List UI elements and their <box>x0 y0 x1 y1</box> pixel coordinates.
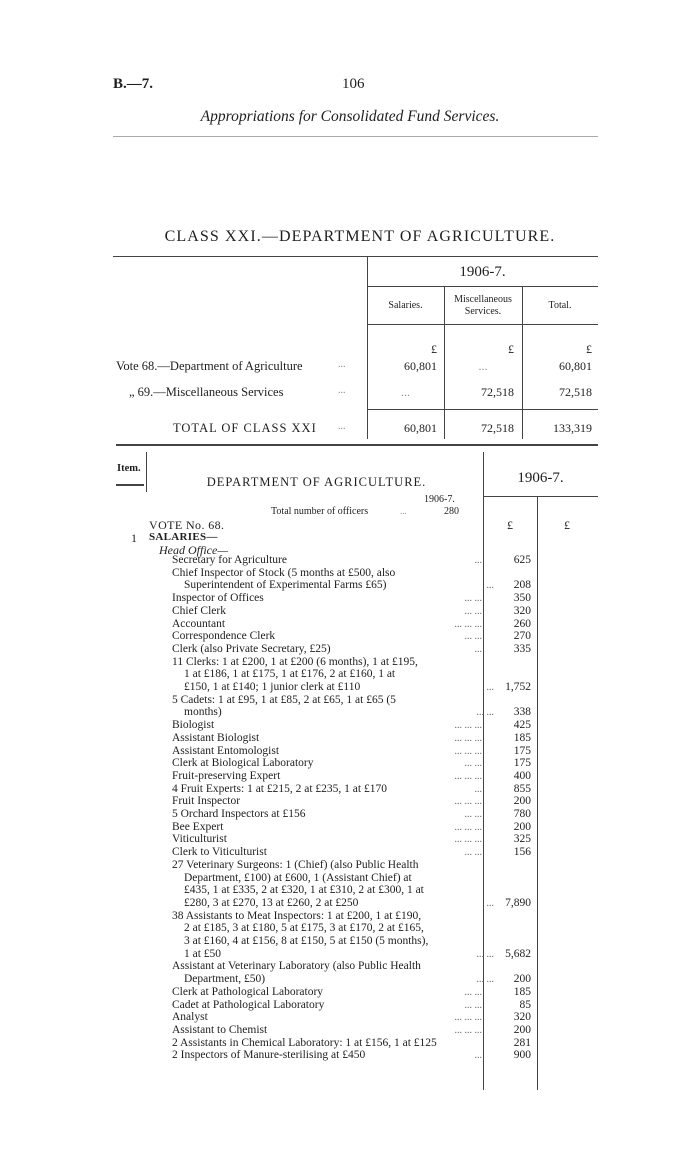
leader-dots: ... <box>474 555 482 566</box>
amount-column-rule-1 <box>483 452 484 1090</box>
line-item-text: months) <box>184 706 222 719</box>
line-item-amount: 320 <box>513 1011 531 1024</box>
line-item-text: 5 Cadets: 1 at £95, 1 at £85, 2 at £65, 1 at £65 (5 <box>172 693 396 706</box>
line-item <box>172 1025 482 1037</box>
leader-dots: ... ... <box>476 948 494 960</box>
line-item-text: Correspondence Clerk <box>172 630 276 643</box>
leader-dots: ... ... ... <box>454 770 482 782</box>
line-item-text: Accountant <box>172 617 226 630</box>
item-number: 1 <box>131 531 137 545</box>
line-item <box>184 580 494 592</box>
summary-row-misc: ... <box>478 359 488 373</box>
leader-dots: ... ... <box>464 631 482 643</box>
line-item-text: 3 at £160, 4 at £156, 8 at £150, 5 at £150 (5 months), <box>184 935 429 947</box>
line-item-amount: 200 <box>513 820 531 833</box>
summary-total-misc: 72,518 <box>481 421 514 435</box>
leader-dots: ... ... <box>464 605 482 617</box>
line-item-text: £280, 3 at £270, 13 at £260, 2 at £250 <box>184 896 359 909</box>
leader-dots: ... ... <box>476 974 494 986</box>
summary-colhead-rule <box>367 324 598 325</box>
line-item-text: 4 Fruit Experts: 1 at £215, 2 at £235, 1 at £170 <box>172 782 387 795</box>
line-item-amount: 855 <box>513 782 531 795</box>
line-item <box>172 593 482 605</box>
line-item-text: Secretary for Agriculture <box>172 554 287 566</box>
officers-label: Total number of officers <box>271 506 369 517</box>
line-item-text: Assistant at Veterinary Laboratory (also Public Health <box>172 960 421 973</box>
line-item <box>184 682 494 694</box>
report-reference: B.—7. <box>113 76 154 92</box>
line-item-text: 2 Assistants in Chemical Laboratory: 1 at £156, 1 at £125 <box>172 1036 437 1049</box>
page-number: 106 <box>342 76 365 92</box>
leader-dots: ... ... ... <box>454 1012 482 1024</box>
item-header: Item. <box>117 463 141 474</box>
officers-count: 280 <box>444 506 459 517</box>
currency-col-1: £ <box>507 518 513 532</box>
line-item <box>184 923 494 935</box>
summary-row-label: Vote 68.—Department of Agriculture <box>116 359 303 373</box>
line-item <box>184 885 494 897</box>
line-item <box>172 834 482 846</box>
summary-total-total: 133,319 <box>553 421 592 435</box>
summary-col-total: Total. <box>548 300 572 311</box>
line-item <box>172 758 482 770</box>
leader-dots: ... ... <box>464 986 482 998</box>
currency-misc: £ <box>508 342 514 356</box>
line-item-text: 38 Assistants to Meat Inspectors: 1 at £200, 1 at £190, <box>172 909 422 922</box>
line-item-amount: 780 <box>513 808 531 820</box>
line-item <box>172 809 482 821</box>
summary-row-salaries: 60,801 <box>404 359 437 373</box>
line-item-amount: 85 <box>519 998 531 1011</box>
leader-dots: ... <box>486 897 494 909</box>
line-item-text: Cadet at Pathological Laboratory <box>172 998 325 1011</box>
leader-dots: ... ... <box>464 758 482 770</box>
summary-row-salaries: ... <box>401 385 410 399</box>
line-item-amount: 208 <box>513 579 531 592</box>
detail-top-rule <box>116 444 598 446</box>
line-item-text: Assistant Biologist <box>172 731 260 744</box>
leader-dots: ... ... ... <box>454 1024 482 1036</box>
leader-dots: ... <box>474 783 482 795</box>
line-item-amount: 200 <box>513 795 531 808</box>
line-item-text: £150, 1 at £140; 1 junior clerk at £110 <box>184 681 361 693</box>
line-item-text: Bee Expert <box>172 820 224 833</box>
line-item <box>172 1038 482 1050</box>
leader-dots: ... ... <box>464 999 482 1011</box>
summary-row-total: 72,518 <box>559 385 592 399</box>
line-item-text: Fruit-preserving Expert <box>172 769 281 782</box>
line-item-amount: 185 <box>513 731 531 744</box>
line-item <box>172 911 482 923</box>
line-item-amount: 7,890 <box>505 896 531 909</box>
line-item-text: Inspector of Offices <box>172 592 264 605</box>
item-column-rule <box>146 452 147 492</box>
line-item <box>184 707 494 719</box>
line-item-text: 11 Clerks: 1 at £200, 1 at £200 (6 months), 1 at £195, <box>172 655 418 668</box>
line-item <box>172 733 482 745</box>
line-item-amount: 1,752 <box>505 681 531 693</box>
dept-title: DEPARTMENT OF AGRICULTURE. <box>206 475 427 489</box>
line-item-amount: 270 <box>513 630 531 643</box>
leader-dots: ... <box>338 385 346 396</box>
amount-column-rule-2 <box>537 496 538 1090</box>
line-item <box>172 784 482 796</box>
summary-row-total: 60,801 <box>559 359 592 373</box>
line-item-text: Chief Clerk <box>172 604 226 617</box>
line-item <box>172 847 482 859</box>
salaries-heading: SALARIES— <box>149 531 218 543</box>
leader-dots: ... <box>486 580 494 592</box>
summary-col-misc: Miscellaneous Services. <box>454 294 512 317</box>
line-item <box>184 974 494 986</box>
leader-dots: ... <box>474 643 482 655</box>
line-item-text: Viticulturist <box>172 833 227 846</box>
line-item <box>172 746 482 758</box>
leader-dots: ... <box>338 359 346 370</box>
line-item-amount: 400 <box>513 769 531 782</box>
line-item-text: Superintendent of Experimental Farms £65) <box>184 579 387 592</box>
line-item-text: Department, £50) <box>184 973 266 986</box>
line-item-amount: 175 <box>513 757 531 770</box>
line-item <box>184 898 494 910</box>
line-item-amount: 5,682 <box>505 947 531 960</box>
line-item-text: Fruit Inspector <box>172 795 241 808</box>
line-item <box>172 860 482 872</box>
line-item-text: Assistant Entomologist <box>172 744 280 757</box>
summary-total-rule <box>367 409 598 410</box>
summary-row-label: „ 69.—Miscellaneous Services <box>129 385 284 399</box>
leader-dots: ... ... ... <box>454 796 482 808</box>
line-item-amount: 350 <box>513 592 531 605</box>
line-item <box>172 644 482 656</box>
line-item-text: 2 at £185, 3 at £180, 5 at £175, 3 at £170, 2 at £165, <box>184 922 424 935</box>
line-item <box>172 657 482 669</box>
line-item <box>184 949 494 961</box>
line-item-text: £435, 1 at £335, 2 at £320, 1 at £310, 2 at £300, 1 at <box>184 884 424 897</box>
summary-col-salaries: Salaries. <box>388 300 423 311</box>
line-item-text: Clerk to Viticulturist <box>172 846 267 859</box>
line-item-text: 5 Orchard Inspectors at £156 <box>172 808 306 820</box>
line-item <box>172 720 482 732</box>
detail-year-rule <box>483 496 598 497</box>
line-item-text: 2 Inspectors of Manure-sterilising at £450 <box>172 1049 366 1062</box>
line-item-text: Clerk at Pathological Laboratory <box>172 985 324 998</box>
leader-dots: ... <box>338 421 346 432</box>
line-item <box>172 987 482 999</box>
line-item-amount: 338 <box>513 706 531 719</box>
line-item-amount: 425 <box>513 719 531 732</box>
line-item-text: Chief Inspector of Stock (5 months at £500, also <box>172 566 396 579</box>
line-item-amount: 156 <box>513 846 531 859</box>
line-item <box>172 568 482 580</box>
line-item <box>172 961 482 973</box>
line-item-amount: 281 <box>513 1036 531 1049</box>
line-item-amount: 625 <box>513 554 531 566</box>
line-item-amount: 320 <box>513 604 531 617</box>
leader-dots: ... ... <box>464 847 482 859</box>
summary-total-label: TOTAL OF CLASS XXI <box>173 421 317 435</box>
leader-dots: ... <box>486 682 494 693</box>
page-title: Appropriations for Consolidated Fund Services. <box>200 108 500 125</box>
line-item-text: 27 Veterinary Surgeons: 1 (Chief) (also Public Health <box>172 858 419 871</box>
leader-dots: ... ... ... <box>454 745 482 757</box>
line-item-text: 1 at £186, 1 at £175, 1 at £176, 2 at £160, 1 at <box>184 668 396 681</box>
detail-year: 1906-7. <box>517 470 564 486</box>
leader-dots: ... <box>400 506 407 516</box>
line-item <box>172 695 482 707</box>
currency-salaries: £ <box>431 342 437 356</box>
leader-dots: ... ... <box>464 593 482 605</box>
line-item <box>184 873 494 885</box>
item-header-rule <box>116 484 144 486</box>
leader-dots: ... ... ... <box>454 834 482 846</box>
line-item-amount: 200 <box>513 973 531 986</box>
line-item <box>184 936 494 948</box>
line-item-text: Department, £100) at £600, 1 (Assistant Chief) at <box>184 871 412 884</box>
leader-dots: ... ... <box>464 809 482 820</box>
line-item <box>172 631 482 643</box>
line-item <box>172 796 482 808</box>
line-item-text: Clerk at Biological Laboratory <box>172 757 314 770</box>
line-item-text: Analyst <box>172 1011 208 1024</box>
summary-top-rule <box>113 256 598 257</box>
line-item <box>172 1000 482 1012</box>
summary-year-rule <box>367 286 598 287</box>
leader-dots: ... <box>474 1050 482 1062</box>
officers-year: 1906-7. <box>424 494 455 505</box>
leader-dots: ... ... ... <box>454 618 482 630</box>
line-item-amount: 325 <box>513 833 531 846</box>
line-item <box>172 1012 482 1024</box>
line-item-amount: 900 <box>513 1049 531 1062</box>
class-title: CLASS XXI.—DEPARTMENT OF AGRICULTURE. <box>164 228 556 245</box>
header-rule <box>113 136 598 137</box>
line-item <box>172 606 482 618</box>
line-item <box>172 555 482 567</box>
leader-dots: ... ... <box>476 707 494 719</box>
leader-dots: ... ... ... <box>454 821 482 833</box>
line-item-text: Biologist <box>172 719 215 732</box>
head-office-heading: Head Office— <box>159 543 228 557</box>
summary-total-salaries: 60,801 <box>404 421 437 435</box>
line-item-amount: 335 <box>513 642 531 655</box>
leader-dots: ... ... ... <box>454 720 482 732</box>
line-item <box>184 669 494 681</box>
line-item-amount: 200 <box>513 1023 531 1036</box>
line-item-text: 1 at £50 <box>184 947 222 960</box>
leader-dots: ... ... ... <box>454 732 482 744</box>
vote-label: VOTE No. 68. <box>149 518 225 532</box>
currency-col-2: £ <box>564 518 570 532</box>
line-item-amount: 260 <box>513 617 531 630</box>
line-item <box>172 1050 482 1062</box>
line-item-text: Assistant to Chemist <box>172 1023 268 1036</box>
currency-total: £ <box>586 342 592 356</box>
line-item <box>172 619 482 631</box>
line-item <box>172 771 482 783</box>
line-item-amount: 175 <box>513 744 531 757</box>
summary-year: 1906-7. <box>459 264 506 280</box>
line-item <box>172 822 482 834</box>
line-item-text: Clerk (also Private Secretary, £25) <box>172 642 331 655</box>
summary-row-misc: 72,518 <box>481 385 514 399</box>
line-item-amount: 185 <box>513 985 531 998</box>
